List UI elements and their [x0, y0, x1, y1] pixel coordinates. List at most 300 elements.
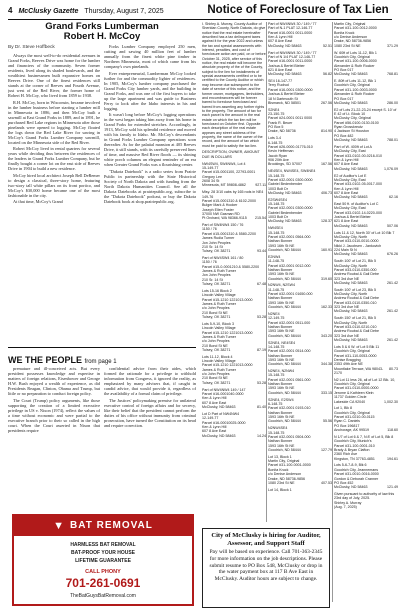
entry-text: Ken & Lynn Hill: [334, 186, 359, 191]
entry-text: McClusky, ND 58463: [334, 252, 368, 257]
entry-text: Parcel #16-0001 0011-0000: [268, 59, 313, 64]
article-column-left: [8, 44, 100, 344]
entry-text: McClusky, ND 58463: [334, 309, 368, 314]
entry-line: [202, 381, 266, 385]
entry-text: Ken & Lynn Hill: [268, 35, 293, 40]
paragraph: "Dakota Datebook" is a radio series from Prairie Public in partnership with the State Historical Society of North Dakota and with funding from the North Dakota Humanities Council. See all the Dakota Datebooks at prairiepublic.org, subscribe to the "Dakota Datebook" podcast, or buy the Dakota Datebook book at shop.prairiepublic.org.: [104, 168, 196, 204]
article-byline: By Dr. Steve Hoffbeck: [8, 45, 55, 50]
entry-text: Lakeside CA 92040: [334, 399, 366, 404]
entry-line: [334, 400, 398, 404]
column-text-a: [8, 366, 100, 433]
section-rule: [8, 347, 196, 348]
entry-text: Kevin Heffeman: [268, 149, 294, 154]
entry-text: Nathan Bonner: [268, 410, 293, 415]
entry-amount: 118.60: [387, 428, 398, 433]
ad-line-2: BAT-PROOF YOUR HOUSE: [71, 550, 135, 556]
tax-lien-entry: [268, 426, 332, 452]
entry-amount: 343.20: [321, 333, 332, 338]
entry-line: [268, 191, 332, 195]
entry-amount: 167.56: [321, 162, 332, 167]
entry-text: 210 Sr. 14 St: [202, 244, 223, 249]
entry-text: Jon John Peoples: [202, 240, 231, 245]
entry-text: 23-150-75: [268, 112, 285, 117]
tax-lien-entry: [268, 312, 332, 338]
entry-text: Part of NW4SW4 161 / 80: [202, 256, 244, 261]
entry-text: 1003 Bolt Dr: [268, 186, 288, 191]
entry-text: Anchorage, AK 99519: [334, 428, 369, 433]
entry-amount: 81.40: [257, 405, 266, 410]
entry-text: Goodrich, ND 58444: [268, 333, 301, 338]
entry-text: South 100' of Lot 23, Blk 5: [334, 287, 377, 292]
entry-amount: 344.38: [321, 362, 332, 367]
entry-line: [268, 129, 332, 133]
entry-text: PO Box 5: [268, 125, 284, 130]
entry-text: 323 3rd Ave NE: [334, 333, 360, 338]
entry-amount: 52.51: [323, 43, 332, 48]
entry-text: Lots 11-12, Block 4: [202, 354, 233, 359]
entry-text: 607 8 Ave East: [334, 162, 359, 167]
entry-text: 1003 Bolt Dr: [268, 215, 288, 220]
entry-line: [334, 138, 398, 142]
entry-text: Joshua & Bertel Bieber: [268, 92, 305, 97]
entry-text: Parcel #32-0001 01650-000: [268, 292, 313, 297]
tax-lien-entry: [334, 231, 398, 257]
tax-lien-entry: [334, 345, 398, 375]
entry-text: 15-148-75: [268, 373, 285, 378]
entry-text: Bonita Kruck: [334, 30, 355, 35]
column-headline: [8, 355, 196, 365]
entry-text: Martin City, Original: [268, 459, 300, 464]
entry-text: McClusky, ND 58463: [334, 280, 368, 285]
tax-lien-entry: [268, 51, 332, 77]
entry-text: 1593 16th St NE: [268, 329, 295, 334]
entry-text: 1080 23rd St NE: [268, 480, 295, 485]
tax-lien-entry: [202, 256, 266, 286]
entry-text: Part of N-1 PLAT 12-146-77: [268, 26, 313, 31]
tax-lien-entry: [334, 145, 398, 171]
entry-text: c/o Denise Anderson: [334, 35, 368, 40]
entry-text: E2NW4: [268, 254, 281, 259]
entry-text: Parcel #31-0110-0000-0000: [334, 386, 379, 391]
entry-text: McClusky, ND 58463: [202, 405, 236, 410]
entry-text: 1593 16th St NE: [268, 415, 295, 420]
entry-amount: 93.44: [257, 249, 266, 254]
entry-text: Ken & Lynn Hill: [202, 424, 227, 429]
entry-line: [268, 248, 332, 252]
entry-line: [268, 419, 332, 423]
entry-text: Joshua & Bertel Bieber: [268, 63, 305, 68]
entry-text: S2NE4, E2SW4: [268, 397, 294, 402]
ad-website: TheBatGuysBatRemoval.com: [70, 593, 136, 599]
entry-amount: 267.56: [321, 100, 332, 105]
entry-line: [268, 362, 332, 366]
entry-text: 1080 23rd St NE: [334, 43, 361, 48]
tax-lien-entry: [334, 316, 398, 342]
entry-amount: 407.53: [321, 480, 332, 485]
entry-text: Part of NW4NW4 30 / 149 / 77: [268, 22, 317, 26]
entry-text: James & Ruth Turner: [202, 301, 236, 306]
entry-text: Parcel #32-0001 0300-0000: [268, 206, 313, 211]
entry-text: Parcel #16-0001 0011-0000: [268, 30, 313, 35]
tax-lien-entry: [334, 259, 398, 285]
entry-text: Terry Rudrud: [268, 83, 289, 88]
entry-text: Bonita Kruck: [268, 467, 289, 472]
tax-lien-entry: [334, 435, 398, 461]
entry-text: Andrew Roubal & Gail Debe: [334, 296, 379, 301]
tax-lien-entry: [268, 108, 332, 134]
tax-lien-entry: [334, 108, 398, 143]
entry-amount: 814.90: [321, 129, 332, 134]
entry-text: McClusky, ND 58463: [334, 72, 368, 77]
entry-text: Parcel #26-0000-01776-010: [268, 144, 313, 149]
entry-line: [334, 167, 398, 171]
entry-text: Nathan Bonner: [268, 267, 293, 272]
entry-amount: 128.37: [321, 219, 332, 224]
article-body-right: [104, 44, 196, 204]
entry-text: Ken & Lynn Hill: [202, 396, 227, 401]
tax-lien-entry: [334, 174, 398, 200]
entry-text: Part of N 1/4 PLAT 12-146-77: [268, 54, 316, 59]
tax-lien-entry: [268, 369, 332, 395]
tax-lien-entry: [334, 406, 398, 432]
notice-column-b: [268, 22, 332, 522]
paragraph: confidential advice from their aides, which formed the rationale for a privilege to withhold information from Congress, it ignored the reality, as emphasized by many advisers that, if caught in candid advice, that would provide it, regardless of the availability of a formal claim of privilege.: [104, 366, 196, 396]
entry-text: Goodrich City, Munich's: [334, 439, 372, 444]
entry-text: PO Box 017: [334, 96, 354, 101]
entry-amount: 1,002.30: [384, 399, 398, 404]
entry-text: 906 20th Ave: [268, 157, 289, 162]
entry-text: PO Box 452: [334, 480, 354, 485]
entry-text: E2 of Auditor's Lot E: [334, 173, 367, 178]
tax-lien-entry: [202, 22, 266, 148]
entry-text: S2NE4: [268, 107, 280, 112]
tax-lien-entry: [334, 288, 398, 314]
entry-text: 2608 34 St: [202, 179, 220, 184]
entry-amount: 162.33: [321, 305, 332, 310]
entry-amount: 319.60: [321, 276, 332, 281]
entry-text: 1593 16th St NE: [268, 443, 295, 448]
entry-text: Parcel #15-0-0001210 & 5580-2200: [202, 264, 260, 269]
entry-text: Gregory Lee: [202, 174, 222, 179]
entry-text: 224 Main St N: [334, 248, 357, 252]
paragraph: R.H. McCoy, born in Wisconsin, became involved in the lumber business before starting a lumber mill in Minnesota in 1886, and then McCoy built a sawmill at East Grand Forks in 1889, and in 1891, he purchased Red Lake regions in Minnesota after those pinelands were opened to logging. McCoy floated the logs down the Red Lake River for sawing in McCoy's Grand Forks Lumber Company sawmill, located on the Minnesota side of the Red River.: [8, 99, 100, 145]
entry-text: McClusky, ND 58463: [334, 223, 368, 228]
ad-call: CALL PHONY: [85, 569, 121, 575]
entry-line: [334, 338, 398, 342]
entry-line: [334, 195, 398, 199]
entry-text: McClusky City, North: [334, 263, 368, 268]
entry-text: c/o John Peoples: [202, 372, 230, 377]
entry-text: PO Box 017: [334, 67, 354, 72]
entry-text: 210 Bond St NE: [202, 343, 228, 348]
entry-line: [268, 334, 332, 338]
entry-line: [334, 457, 398, 461]
entry-text: 15-148-75: [268, 173, 285, 178]
tax-lien-entry: [268, 488, 332, 492]
entry-line: [334, 44, 398, 48]
entry-text: Alexander & Ruth Rocker: [334, 63, 375, 68]
entry-text: c/o John Peoples: [202, 306, 230, 311]
entry-text: Lot D Part of NW4NW4: [202, 411, 240, 416]
tax-lien-entry: [268, 22, 332, 48]
entry-text: Drake, ND 58736: [268, 129, 296, 134]
entry-text: E2 of Lots 21-22-23-24 except S. 10' of E 42 of Lt. Block 10: [334, 107, 397, 117]
article-column-right: [104, 44, 196, 344]
entry-text: Ken & Lynn Hill: [334, 157, 359, 162]
entry-line: [334, 108, 398, 117]
entry-amount: 67.48: [257, 282, 266, 287]
entry-text: 1150 / 76: [202, 260, 217, 265]
entry-text: Joseph Ellen Foster: [202, 207, 234, 212]
entry-line: [334, 281, 398, 285]
tax-lien-entry: [202, 162, 266, 188]
tax-lien-entry: [334, 79, 398, 105]
entry-text: Nathan Bonner: [268, 325, 293, 329]
entry-text: Tulsey, OK 38271: [202, 282, 231, 287]
bat-icon: ▼: [53, 520, 66, 532]
entry-text: Drake, ND 58736-9856: [334, 39, 371, 44]
paragraph: premature and ill-conceived acts. But every president possesses knowledge and expertise in matters of foreign relations, Eisenhower and George H.W. Bush enjoyed a wealth of experience, as did Presidents Reagan, Clinton, Obama and Trump, but little or no preparation to conduct foreign policy.: [8, 366, 100, 396]
entry-text: McClusky, ND 58463: [334, 195, 368, 200]
tax-lien-entry: [268, 455, 332, 485]
entry-text: 11-148-75: [268, 259, 285, 264]
article-title: Grand Forks Lumberman: [45, 21, 159, 32]
column-body-a: [8, 366, 100, 509]
entry-text: Parcel #32-0001 0504-000: [268, 434, 311, 439]
entry-text: South 100' of Lot 21, Blk 5: [334, 259, 377, 264]
entry-text: 37000 NW Gasman RD: [202, 211, 240, 216]
masthead-brand: McClusky Gazette: [18, 8, 79, 15]
entry-text: N2NE4, N2NW4: [268, 369, 295, 374]
column-divider: [332, 22, 333, 602]
entry-text: N2 Lot 11 less 26, all of Lot 12 Blk. 10, Goodrich City, Original: [334, 377, 396, 387]
entry-text: McClusky, ND 58463: [334, 138, 368, 143]
entry-text: Gabriel Bedenbender: [268, 210, 303, 215]
entry-text: Parcel #32-0001 0012-000: [268, 263, 311, 268]
entry-line: [202, 405, 266, 409]
entry-text: Parcel #33-0102-05-0017-000: [334, 182, 382, 187]
entry-text: McClusky, ND 58463: [334, 100, 368, 105]
entry-text: W. 60ft of Lots 11-12, Blk 1: [334, 50, 377, 55]
tax-lien-entry: [202, 322, 266, 352]
entry-text: Bismarck, ND 58501: [268, 100, 301, 105]
tax-lien-entry: [334, 22, 398, 48]
entry-line: [334, 428, 398, 432]
tax-lien-entry: [202, 289, 266, 319]
entry-text: Given pursuant to authority of law this 23rd day of July, 2025.: [334, 492, 395, 501]
entry-text: 210 Bond St NE: [202, 310, 228, 315]
entry-text: South 150' of Lot 21, Blk 5: [334, 316, 377, 321]
entry-amount: 927.11: [255, 183, 266, 188]
entry-text: 607 8 Ave East: [334, 190, 359, 195]
entry-text: N2NW4, N2SW4: [268, 283, 295, 288]
entry-line: [334, 72, 398, 76]
entry-text: 15-148-75: [268, 430, 285, 435]
entry-text: Tulsey, OK 38271: [202, 315, 231, 319]
entry-amount: 768.81: [387, 72, 398, 77]
entry-text: 621 8 Ave East: [334, 219, 359, 224]
entry-text: Lot 13, Block 1: [268, 454, 292, 459]
entry-line: [268, 277, 332, 281]
tax-lien-entry: [268, 136, 332, 166]
entry-text: Goodrich, ND 58444: [268, 248, 301, 252]
entry-line: [334, 252, 398, 256]
entry-text: 4 Jackson St Houston: [334, 129, 369, 134]
entry-line: [202, 22, 266, 148]
entry-amount: 406.73: [321, 190, 332, 195]
entry-text: Lincoln Valley Village: [202, 326, 236, 331]
entry-line: [202, 282, 266, 286]
entry-text: Parcel #15-1210 1221013-0000: [202, 363, 253, 368]
entry-text: McClusky, ND 58463: [268, 43, 302, 48]
notice-column-c: [334, 22, 398, 602]
ad-line-1: HARMLESS BAT REMOVAL: [70, 542, 136, 548]
entry-text: Parcel #15-1210 1221013-0000: [202, 330, 253, 335]
entry-line: [202, 434, 266, 438]
entry-amount: 121.49: [387, 485, 398, 490]
entry-amount: 788.01: [387, 138, 398, 143]
entry-text: 1150 / 76: [202, 227, 217, 232]
entry-text: Parcel #15-0001310 & 6102-2000: [202, 198, 256, 203]
entry-text: SE4 16-147-77: [268, 79, 293, 84]
entry-text: Goodrich, ND 58444: [268, 276, 301, 281]
entry-text: Andrew Roubal & Gail Debe: [334, 329, 379, 334]
hiring-headline: City of McClusky is hiring for Auditor, Assessor, and Support Staff: [211, 532, 321, 547]
entry-text: Gordon & Deborah Cranner: [334, 476, 379, 481]
entry-text: Frank R. Beuer: [268, 120, 293, 125]
entry-text: Nathan Bonner: [268, 239, 293, 244]
page-number: 4: [8, 6, 13, 15]
tax-lien-entry: [268, 283, 332, 309]
entry-text: Pt Orchard, WA 98366-9115: [202, 216, 247, 221]
entry-amount: 371.29: [387, 43, 398, 48]
entry-text: McClusky City, Original: [334, 116, 371, 121]
entry-text: Shirley A. Murray: [334, 500, 362, 505]
entry-amount: 87.19: [257, 347, 266, 352]
tax-lien-entry: [334, 378, 398, 404]
entry-text: Parcel #32-0001 0561-000: [268, 377, 311, 382]
entry-text: Nathan Bonner: [268, 382, 293, 387]
entry-amount: 127.79: [321, 447, 332, 452]
entry-text: Parcel #24-0001 0011 0000: [268, 116, 313, 121]
column-title: WE THE PEOPLE: [8, 355, 83, 365]
entry-amount: 261.42: [387, 309, 398, 314]
entry-line: [334, 224, 398, 228]
entry-text: NW4SW4, SW4NW4, Lot 4: [202, 161, 246, 166]
entry-text: Parcel #31-0010-0016-0000: [334, 472, 379, 477]
entry-text: Alexander & Ruth Rocker: [334, 92, 375, 97]
bat-removal-ad: [12, 514, 194, 606]
tax-lien-entry: [268, 79, 332, 105]
entry-text: 1593 16th St NE: [268, 300, 295, 305]
entry-text: Parcel #31-100-0001-010: [334, 443, 375, 448]
entry-text: Tulsey, OK 38271: [202, 249, 231, 254]
entry-line: [268, 488, 332, 492]
entry-text: Tulsey, OK 38271: [202, 347, 231, 352]
entry-text: S2NE4, NE4SE4: [268, 340, 296, 345]
column-text-b: [104, 366, 196, 428]
entry-text: Goodrich City, Original: [334, 410, 370, 415]
entry-line: [334, 378, 398, 387]
entry-line: [268, 44, 332, 48]
entry-text: Joshua & Bertel Bieber: [334, 215, 371, 220]
entry-line: [334, 505, 398, 509]
tax-lien-entry: [268, 341, 332, 367]
entry-text: 1593 16th St NE: [268, 357, 295, 362]
entry-line: [202, 150, 266, 159]
article-body-left: [8, 53, 100, 204]
entry-text: E2SW4SE4: [268, 197, 287, 202]
entry-text: Lot 1, Blk 8: [334, 406, 352, 411]
entry-text: Lincoln Valley Village: [202, 293, 236, 298]
entry-text: Part of W. 400ft of Lot A: [334, 144, 372, 149]
entry-amount: 53.28: [257, 315, 266, 319]
entry-text: Martin City, Original: [334, 22, 366, 26]
entry-amount: 261.42: [387, 338, 398, 343]
tax-lien-entry: [202, 190, 266, 220]
entry-text: McClusky City, East: [334, 149, 366, 154]
entry-line: [202, 315, 266, 319]
entry-text: Lots 5-6-7-8-9, Blk 6: [334, 463, 367, 468]
entry-text: 12-149-75: [268, 316, 285, 321]
masthead-rule: [8, 19, 392, 20]
paragraph: Always the most well-to-do residential avenues in Grand Forks, Reeves Drive was home for the lumber and financiers of the community. Seven former residents, lived along its shaded boulevards, and the wealthiest businessmen built expansive homes on Reeves Drive. One of the finest residences still stands at the corner of Reeves and Fourth Avenue, just west of the Red River, the former home of Robert H. McCoy, who lived from 1859 to 1938.: [8, 53, 100, 98]
tax-lien-entry: [334, 492, 398, 509]
entry-text: 621 8 Ave East: [268, 67, 293, 72]
entry-amount: 14.24: [257, 433, 266, 438]
entry-text: Parcel #32-0001 0193-010: [268, 406, 311, 411]
entry-text: Drake, ND 58736-9856: [268, 476, 305, 481]
tax-lien-entry: [202, 355, 266, 385]
paragraph: Robert McCoy lived in rental quarters for several years while deciding thus between the residences of the leaders in Grand Forks Lumber Company, but he finally bought a corner lot on the east side of Reeves Drive in 1904 to build a new residence.: [8, 146, 100, 171]
entry-amount: 62.16: [389, 195, 398, 200]
entry-line: [268, 162, 332, 166]
entry-line: [268, 219, 332, 223]
entry-text: Parcel #32-0001 0300-0000: [268, 177, 313, 182]
entry-text: 149-76: [202, 194, 214, 199]
entry-text: Parcel #16-00010025-0000: [202, 420, 246, 425]
entry-text: McClusky, ND 58463: [334, 485, 368, 490]
entry-text: N 1/7 of Lot 6 & 7, N 8' of Lot 5, Blk 8: [334, 434, 394, 439]
entry-text: Mlsy. 28 3/10 cabs by 165 rods in NE4: [202, 190, 264, 195]
column-body-b: [104, 366, 196, 509]
masthead-date: Thursday, August 7, 2025: [84, 8, 164, 15]
entry-line: [268, 72, 332, 76]
entry-text: 11737 Golden Circle: [334, 395, 367, 400]
entry-text: McClusky City, East: [334, 177, 366, 182]
entry-line: [268, 101, 332, 105]
entry-text: McClusky City, North: [334, 320, 368, 325]
entry-text: Lot 14, Block 1: [268, 487, 292, 492]
entry-line: [202, 348, 266, 352]
ad-headline: BAT REMOVAL: [70, 520, 153, 531]
entry-amount: 676.26: [387, 252, 398, 257]
entry-line: [202, 249, 266, 253]
entry-text: Parcel #15-0001100, 22793-0001: [202, 170, 256, 175]
entry-text: 6-148-75: [268, 402, 283, 406]
entry-text: 1593 16th St NE: [268, 272, 295, 277]
notice-title: Notice of Foreclosure of Tax Lien: [207, 4, 389, 16]
entry-text: McClusky, ND 58463: [268, 190, 302, 195]
ad-line-3: LIFETIME GUARANTEE: [75, 558, 131, 564]
entry-text: Jerome & Kathleen Klein: [334, 390, 374, 395]
entry-text: Denise Bragging: [334, 357, 361, 362]
entry-amount: 80.73: [389, 366, 398, 371]
entry-text: Lots 3-4: [268, 136, 281, 141]
entry-line: [268, 391, 332, 395]
entry-text: McClusky, ND 58463: [202, 433, 236, 438]
tax-lien-entry: [334, 202, 398, 228]
